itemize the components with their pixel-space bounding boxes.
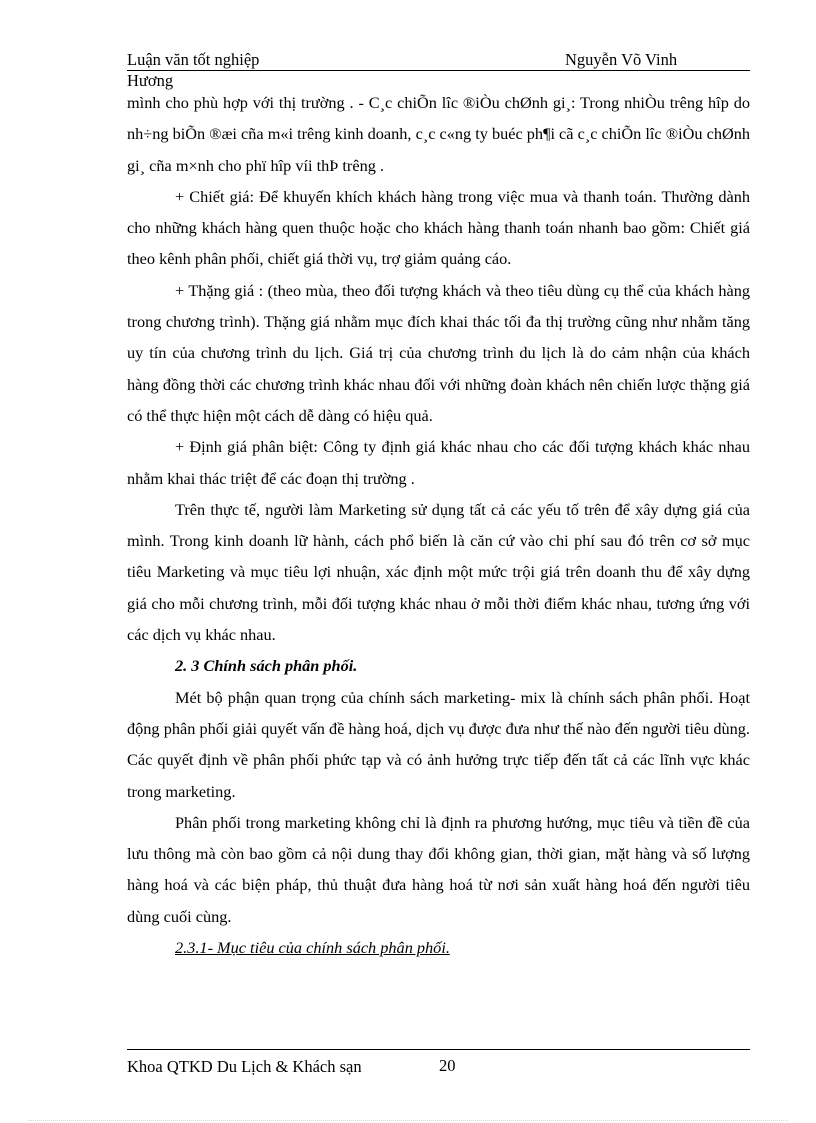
paragraph-distribution-intro: Mét bộ phận quan trọng của chính sách marketing- mix là chính sách phân phối. Hoạt động phân phối giải quyết vấn đề hàng hoá, dịch vụ được đưa như thế nào đến người tiêu dùng. Các quyết định về phân phối phức tạp và có ảnh hưởng trực tiếp đến tất cả các lĩnh vực khác trong marketing. [127,687,750,801]
paragraph-discount: + Chiết giá: Để khuyến khích khách hàng trong việc mua và thanh toán. Thường dành cho những khách hàng quen thuộc hoặc cho khách hàng thanh toán nhanh bao gồm: Chiết giá theo kênh phân phối, chiết giá thời vụ, trợ giảm quảng cáo. [127,186,750,269]
page-footer [127,1049,750,1076]
footer-faculty: Khoa QTKD Du Lịch & Khách sạn [127,1057,362,1076]
header-author-name-continuation: Hương [127,71,174,90]
paragraph-price-adjustment: mình cho phù hợp với thị trường . - C¸c chiÕn lîc ®iÒu chØnh gi¸: Trong nhiÒu trêng hîp do nh÷ng biÕn ®æi cña m«i trêng kinh doanh, c¸c c«ng ty buéc ph¶i cã c¸c chiÕn lîc ®iÒu chØnh gi¸ cña m×nh cho phï hîp víi thÞ trêng . [127,93,750,175]
document-body [127,87,750,963]
page-number: 20 [439,1056,456,1075]
paragraph-distribution-scope: Phân phối trong marketing không chỉ là định ra phương hướng, mục tiêu và tiền đề của lưu thông mà còn bao gồm cả nội dung thay đổi không gian, thời gian, mặt hàng và số lượng hàng hoá và các biện pháp, thủ thuật đưa hàng hoá từ nơi sản xuất hàng hoá đến người tiêu dùng cuối cùng. [127,812,750,926]
section-heading-distribution: 2. 3 Chính sách phân phối. [175,656,358,676]
page-edge-divider [28,1120,788,1121]
paragraph-differential-pricing: + Định giá phân biệt: Công ty định giá khác nhau cho các đối tượng khách khác nhau nhằm khai thác triệt để các đoạn thị trường . [127,437,750,488]
paragraph-in-practice: Trên thực tế, người làm Marketing sử dụng tất cả các yếu tố trên để xây dựng giá của mình. Trong kinh doanh lữ hành, cách phổ biến là căn cứ vào chi phí sau đó trên cơ sở mục tiêu Marketing và mục tiêu lợi nhuận, xác định một mức trội giá trên doanh thu để xây dựng giá cho mỗi chương trình, mỗi đối tượng khác nhau ở mỗi thời điểm khác nhau, tương ứng với các dịch vụ khác nhau. [127,499,750,645]
subsection-heading-distribution-goals: 2.3.1- Mục tiêu của chính sách phân phối. [175,938,450,958]
page-header [127,52,750,71]
header-thesis-label: Luận văn tốt nghiệp [127,50,260,69]
header-author-name: Nguyễn Võ Vinh [565,50,678,69]
paragraph-markup: + Thặng giá : (theo mùa, theo đối tượng khách và theo tiêu dùng cụ thể của khách hàng trong chương trình). Thặng giá nhằm mục đích khai thác tối đa thị trường cũng như nhằm tăng uy tín của chương trình du lịch. Giá trị của chương trình du lịch là do cảm nhận của khách hàng đồng thời các chương trình khác nhau đối với những đoàn khách nên chiến lược thặng giá có thể thực hiện một cách dễ dàng có hiệu quả. [127,280,750,425]
